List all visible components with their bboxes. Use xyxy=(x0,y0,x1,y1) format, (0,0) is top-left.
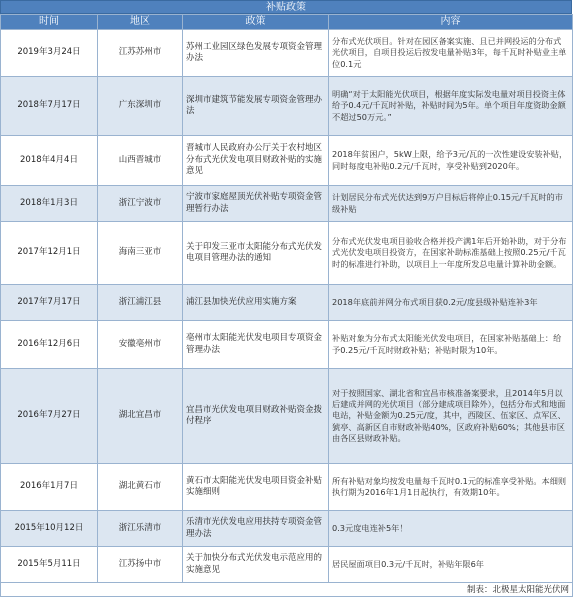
row-date: 2017年12月1日 xyxy=(1,222,98,285)
row-region: 江苏扬中市 xyxy=(98,547,183,583)
footer-row xyxy=(1,583,573,597)
table-row xyxy=(1,547,573,583)
table-row xyxy=(1,321,573,369)
table-row xyxy=(1,285,573,321)
row-date: 2016年1月7日 xyxy=(1,464,98,511)
row-date: 2017年7月17日 xyxy=(1,285,98,321)
row-content: 所有补贴对象均按发电量每千瓦时0.1元的标准享受补贴。本细则执行期为2016年1月1日起执行，有效期10年。 xyxy=(329,464,573,511)
row-date: 2016年7月27日 xyxy=(1,369,98,464)
row-content: 2018年贫困户，5kW上限，给予3元/瓦的一次性建设安装补贴，同时每度电补贴0.2元/千瓦时，享受补贴到2020年。 xyxy=(329,136,573,186)
row-region: 浙江宁波市 xyxy=(98,186,183,222)
table-row xyxy=(1,186,573,222)
row-region: 浙江乐清市 xyxy=(98,511,183,547)
row-policy: 乐清市光伏发电应用扶持专项资金管理办法 xyxy=(183,511,329,547)
row-region: 湖北黄石市 xyxy=(98,464,183,511)
row-content: 分布式光伏项目。针对在园区备案实施、且已并网投运的分布式光伏项目，自项目投运后按发电量补贴3年，每千瓦时补贴业主单位0.1元 xyxy=(329,30,573,77)
row-content: 明确“对于太阳能光伏项目，根据年度实际发电量对项目投资主体给予0.4元/千瓦时补贴，补贴时间为5年。单个项目年度资助金额不超过50万元。” xyxy=(329,77,573,136)
row-region: 海南三亚市 xyxy=(98,222,183,285)
row-policy: 关于印发三亚市太阳能分布式光伏发电项目管理办法的通知 xyxy=(183,222,329,285)
row-date: 2018年7月17日 xyxy=(1,77,98,136)
row-region: 浙江浦江县 xyxy=(98,285,183,321)
row-region: 湖北宜昌市 xyxy=(98,369,183,464)
row-region: 广东深圳市 xyxy=(98,77,183,136)
row-policy: 浦江县加快光伏应用实施方案 xyxy=(183,285,329,321)
row-date: 2018年1月3日 xyxy=(1,186,98,222)
header-policy: 政策 xyxy=(183,15,329,30)
table-row xyxy=(1,222,573,285)
header-region: 地区 xyxy=(98,15,183,30)
row-date: 2018年4月4日 xyxy=(1,136,98,186)
row-content: 补贴对象为分布式太阳能光伏发电项目，在国家补贴基础上：给予0.25元/千瓦时财政补贴；补贴时限为10年。 xyxy=(329,321,573,369)
source-credit: 制表：北极星太阳能光伏网 xyxy=(1,583,573,597)
table-row xyxy=(1,136,573,186)
row-content: 计划居民分布式光伏达到9万户目标后将停止0.15元/千瓦时的市级补贴 xyxy=(329,186,573,222)
row-policy: 关于加快分布式光伏发电示范应用的实施意见 xyxy=(183,547,329,583)
row-policy: 苏州工业园区绿色发展专项资金管理办法 xyxy=(183,30,329,77)
table-title: 补贴政策 xyxy=(0,0,572,14)
table-row xyxy=(1,369,573,464)
header-content: 内容 xyxy=(329,15,573,30)
header-date: 时间 xyxy=(1,15,98,30)
table-row xyxy=(1,464,573,511)
row-date: 2019年3月24日 xyxy=(1,30,98,77)
row-date: 2015年5月11日 xyxy=(1,547,98,583)
row-content: 2018年底前并网分布式项目获0.2元/度县级补贴连补3年 xyxy=(329,285,573,321)
table-row xyxy=(1,30,573,77)
row-region: 江苏苏州市 xyxy=(98,30,183,77)
table-row xyxy=(1,77,573,136)
row-content: 对于按照国家、湖北省和宜昌市核准备案要求，且2014年5月以后建成并网的光伏项目（部分建成项目除外），包括分布式和地面电站，补贴金额为0.25元/度，其中，西陵区、伍家区、点军区、猇亭、高新区自市财政补贴40%，区政府补贴60%；其他县市区由各区县财政补贴。 xyxy=(329,369,573,464)
row-policy: 亳州市太阳能光伏发电项目专项资金管理办法 xyxy=(183,321,329,369)
row-region: 山西晋城市 xyxy=(98,136,183,186)
row-date: 2016年12月6日 xyxy=(1,321,98,369)
row-policy: 晋城市人民政府办公厅关于农村地区分布式光伏发电项目财政补贴的实施意见 xyxy=(183,136,329,186)
row-policy: 宜昌市光伏发电项目财政补贴资金拨付程序 xyxy=(183,369,329,464)
row-content: 居民屋面项目0.3元/千瓦时，补贴年限6年 xyxy=(329,547,573,583)
row-policy: 宁波市家庭屋顶光伏补贴专项资金管理暂行办法 xyxy=(183,186,329,222)
table-row xyxy=(1,511,573,547)
row-content: 0.3元度电连补5年！ xyxy=(329,511,573,547)
header-row xyxy=(1,15,573,30)
policy-table xyxy=(0,14,573,597)
row-content: 分布式光伏发电项目验收合格并投产满1年后开始补助，对于分布式光伏发电项目投资方，在国家补助标准基础上按照0.25元/千瓦时的标准进行补助，以项目上一年度所发总电量计算补助金额。 xyxy=(329,222,573,285)
row-date: 2015年10月12日 xyxy=(1,511,98,547)
row-policy: 深圳市建筑节能发展专项资金管理办法 xyxy=(183,77,329,136)
row-policy: 黄石市太阳能光伏发电项目资金补贴实施细则 xyxy=(183,464,329,511)
row-region: 安徽亳州市 xyxy=(98,321,183,369)
